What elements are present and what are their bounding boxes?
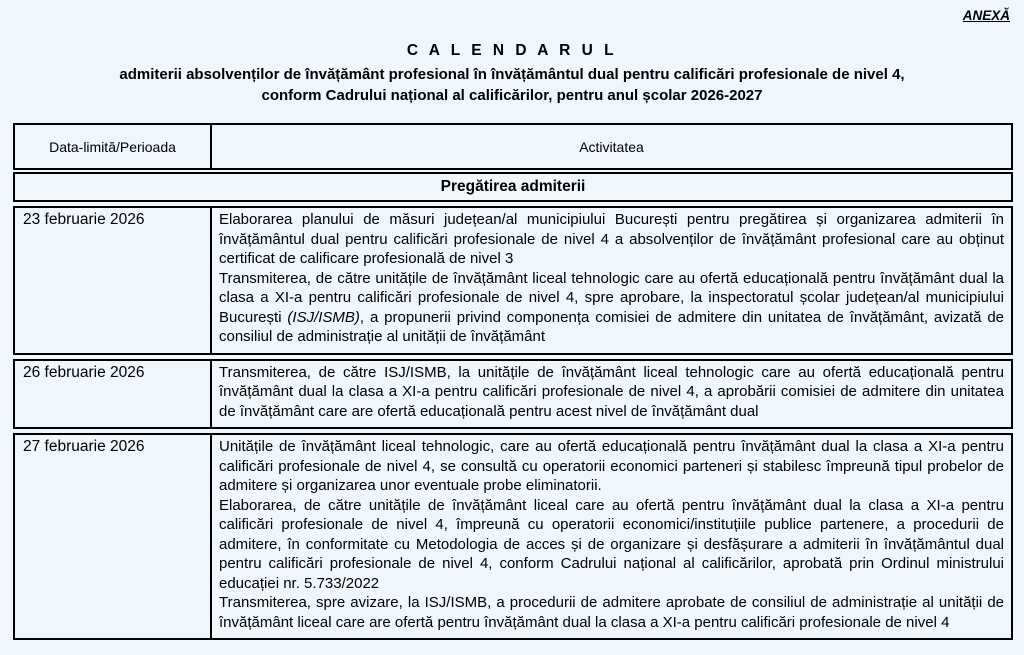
- column-header-activity: Activitatea: [579, 138, 644, 155]
- table-row: [13, 359, 1013, 430]
- document-title: C A L E N D A R U L: [406, 42, 618, 59]
- table-row: [13, 433, 1013, 640]
- table-row: [13, 206, 1013, 355]
- column-header-date: Data-limită/Perioada: [15, 125, 212, 168]
- italic-segment: (ISJ/ISMB): [287, 308, 360, 326]
- row-activity: [212, 435, 1011, 638]
- row-date: 26 februarie 2026: [15, 361, 212, 428]
- activity-paragraph: Transmiterea, spre avizare, la ISJ/ISMB, a procedurii de admitere aprobate de consiliul de administrație al unității de învățământ liceal care are ofertă pentru învățământ dual la clasa a XI-a pentru calificări profesionale de nivel 4: [219, 594, 1004, 631]
- activity-paragraph: Transmiterea, de către ISJ/ISMB, la unitățile de învățământ liceal tehnologic care au ofertă educațională pentru învățământ dual la clasa a XI-a pentru calificări profesionale de nivel 4, a aprobării comisiei de admitere din unitatea de învățământ care are ofertă educațională pentru acest nivel de învățământ dual: [219, 363, 1004, 420]
- section-header: Pregătirea admiterii: [440, 178, 586, 195]
- row-date: 27 februarie 2026: [15, 435, 212, 638]
- activity-paragraph: Transmiterea, de către unitățile de învățământ liceal tehnologic care au ofertă educațională pentru învățământ dual la clasa a XI-a pentru calificări profesionale de nivel 4, spre aprobare, la inspectoratul școlar județean/al municipiului București (ISJ/ISMB), a propunerii privind componența comisiei de admitere din unitatea de învățământ, avizată de consiliul de administrație al unității de învățământ: [219, 269, 1005, 345]
- row-activity: [212, 361, 1011, 428]
- calendar-table: [13, 123, 1013, 644]
- activity-paragraph: Elaborarea planului de măsuri județean/al municipiului București pentru pregătirea și organizarea admiterii în învățământul dual pentru calificări profesionale de nivel 4 a absolvenților de învățământ profesional care au obținut certificat de calificare profesională de nivel 3: [219, 211, 1004, 267]
- annex-label: ANEXĂ: [962, 8, 1010, 23]
- row-activity: [212, 208, 1011, 353]
- table-body: [13, 206, 1013, 640]
- document-subtitle-line1: admiterii absolvenților de învățământ profesional în învățământul dual pentru calificări profesionale de nivel 4,: [119, 66, 905, 83]
- table-header-row: [13, 123, 1013, 170]
- activity-paragraph: Elaborarea, de către unitățile de învățământ liceal care au ofertă pentru învățământ dual la clasa a XI-a pentru calificări profesionale de nivel 4, împreună cu operatorii economici/instituțiile publice partenere, a procedurii de admitere, în conformitate cu Metodologia de acces și de organizare și desfășurare a admiterii în învățământul dual pentru calificări profesionale de nivel 4, conform Cadrului național al calificărilor, aprobată prin Ordinul ministrului educației nr. 5.733/2022: [219, 496, 1004, 592]
- document-subtitle-line2: conform Cadrului național al calificărilor, pentru anul școlar 2026-2027: [261, 87, 763, 104]
- table-section-row: [13, 172, 1013, 202]
- row-date: 23 februarie 2026: [15, 208, 212, 353]
- activity-paragraph: Unitățile de învățământ liceal tehnologic, care au ofertă educațională pentru învățământ dual la clasa a XI-a pentru calificări profesionale de nivel 4, se consultă cu operatorii economici parteneri și stabilesc împreună tipul probelor de admitere și organizarea unor eventuale probe eliminatorii.: [219, 438, 1004, 494]
